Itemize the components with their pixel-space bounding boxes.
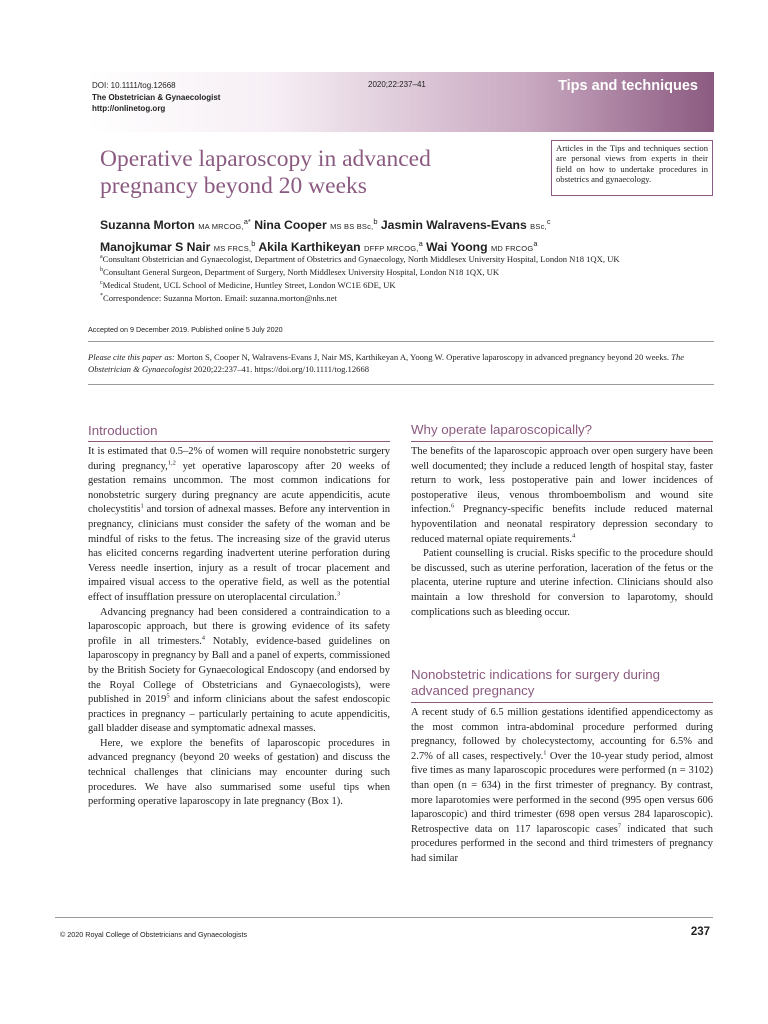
author-affil-mark: a* <box>243 217 251 226</box>
introduction-body <box>88 445 390 810</box>
paragraph: Here, we explore the benefits of laparoscopic procedures in advanced pregnancy (beyond 20 weeks of gestation) and discuss the technical challenges that clinicians may encounter during such procedures. We have also summarised some useful tips when performing operative laparoscopy in late pregnancy (Box 1). <box>88 737 390 808</box>
nonobstetric-body <box>411 706 713 867</box>
author-affil-mark: c <box>546 217 551 226</box>
divider <box>88 384 714 385</box>
affiliation-text: Correspondence: Suzanna Morton. Email: suzanna.morton@nhs.net <box>103 293 337 304</box>
author-name: Suzanna Morton <box>100 218 195 233</box>
affiliation-mark: a <box>100 254 103 260</box>
heading-underline <box>411 702 713 703</box>
volume-info: 2020;22:237–41 <box>368 80 426 89</box>
affiliation-item <box>100 265 720 278</box>
author-name: Jasmin Walravens-Evans <box>380 218 527 233</box>
affiliations <box>100 252 720 304</box>
author-degrees: DFFP MRCOG, <box>364 244 419 254</box>
page-number: 237 <box>690 926 710 938</box>
citation-label: Please cite this paper as: <box>88 352 175 362</box>
author-affil-mark: a <box>418 239 423 249</box>
section-label: Tips and techniques <box>558 78 698 94</box>
author-affil-mark: b <box>251 239 256 249</box>
affiliation-item <box>100 291 720 304</box>
journal-name: The Obstetrician & Gynaecologist <box>92 92 221 102</box>
paragraph: Patient counselling is crucial. Risks specific to the procedure should be discussed, such as uterine perforation, laceration of the fetus or the placenta, uterine rupture and uterine infection. Clinicians should also maintain a low threshold for conversion to laparotomy, should complications such as bleeding occur. <box>411 548 713 618</box>
article-meta <box>92 80 220 115</box>
why-heading: Why operate laparoscopically? <box>411 422 593 437</box>
journal-url[interactable]: http://onlinetog.org <box>92 104 166 113</box>
citation-text: Morton S, Cooper N, Walravens-Evans J, Nair MS, Karthikeyan A, Yoong W. Operative laparoscopy in advanced pregnancy beyond 20 weeks. <box>174 352 672 362</box>
affiliation-text: Consultant General Surgeon, Department of Surgery, North Middlesex University Hospital, London N18 1QX, UK <box>103 266 500 277</box>
author-name: Nina Cooper <box>254 218 327 233</box>
copyright: © 2020 Royal College of Obstetricians and Gynaecologists <box>60 930 248 939</box>
heading-underline <box>88 441 390 442</box>
author-degrees: MS FRCS, <box>213 244 252 254</box>
heading-underline <box>411 441 713 442</box>
citation-journal: The Obstetrician & Gynaecologist <box>88 352 685 374</box>
affiliation-mark: c <box>100 280 103 287</box>
affiliation-text: Consultant Obstetrician and Gynaecologist, Department of Obstetrics and Gynaecology, North Middlesex University Hospital, London N18 1QX, UK <box>102 253 620 264</box>
author-name: Akila Karthikeyan <box>258 240 361 255</box>
paragraph: The benefits of the laparoscopic approach over open surgery have been well documented; they include a reduced length of hospital stay, faster return to work, less postoperative pain and lower incidences of postoperative ileus, venous thromboembolism and wound site infection.$^6$ Pregnancy-specific benefits include reduced maternal hypoventilation and neonatal respiratory depression secondary to reduced maternal opiate requirements.$^4$ <box>411 446 713 545</box>
affiliation-item <box>100 278 720 291</box>
paragraph: It is estimated that 0.5–2% of women will require nonobstetric surgery during pregnancy,$^{1,2}$ yet operative laparoscopy after 20 weeks of gestation remains uncommon. The most common indications for nonobstetric surgery during pregnancy are acute appendicitis, acute cholecystitis$^1$ and torsion of adnexal masses. Before any intervention in pregnancy, clinicians must consider the safety of the woman and be mindful of risks to the fetus. The increasing size of the gravid uterus has elicited concerns regarding inadvertent uterine perforation during Veress needle insertion, injury as a result of trocar placement and impaired visual access to the operative field, as well as the potential effect of insufflation pressure on uteroplacental circulation.$^3$ <box>88 446 390 603</box>
divider <box>88 341 714 342</box>
author-name: Wai Yoong <box>426 240 488 255</box>
why-body <box>411 445 713 620</box>
nonobstetric-heading: Nonobstetric indications for surgery during advanced pregnancy <box>411 667 661 698</box>
author-degrees: MD FRCOG <box>490 244 534 254</box>
paragraph: Advancing pregnancy had been considered a contraindication to a laparoscopic approach, but there is growing evidence of its safety profile in all trimesters.$^4$ Notably, evidence-based guidelines on laparoscopy in pregnancy by Ball and a panel of experts, commissioned by the British Society for Gynaecological Endoscopy (and endorsed by the Royal College of Obstetricians and Gynaecologists), were published in 2019$^5$ and inform clinicians about the safest endoscopic practices in pregnancy – particularly pertaining to acute appendicitis, gall bladder disease and symptomatic adnexal masses. <box>88 606 390 735</box>
author-affil-mark: a <box>533 239 538 249</box>
article-title: Operative laparoscopy in advanced pregnancy beyond 20 weeks <box>100 146 431 199</box>
author-degrees: MS BS BSc, <box>330 222 374 232</box>
affiliation-item <box>100 252 720 265</box>
citation <box>88 352 714 375</box>
author-list <box>100 213 720 257</box>
citation-tail[interactable]: 2020;22:237–41. https://doi.org/10.1111/tog.12668 <box>191 363 370 374</box>
author-name: Manojkumar S Nair <box>100 240 211 255</box>
footer-divider <box>55 917 713 918</box>
doi: DOI: 10.1111/tog.12668 <box>92 81 176 90</box>
affiliation-mark: * <box>100 293 103 300</box>
author-affil-mark: b <box>373 217 378 226</box>
author-degrees: MA MRCOG, <box>198 222 244 232</box>
introduction-heading: Introduction <box>88 423 158 438</box>
affiliation-text: Medical Student, UCL School of Medicine, Huntley Street, London WC1E 6DE, UK <box>102 279 396 290</box>
paragraph: A recent study of 6.5 million gestations identified appendicectomy as the most common intra-abdominal procedure performed during pregnancy, followed by cholecystectomy, accounting for 6.5% and 2.7% of all cases, respectively.$^1$ Over the 10-year study period, almost five times as many laparoscopic procedures were performed (n = 3102) than open (n = 634) in the first trimester of pregnancy. By contrast, more laparotomies were performed in the second (995 open versus 606 laparoscopic) and third trimester (698 open versus 284 laparoscopic). Retrospective data on 117 laparoscopic cases$^7$ indicated that such procedures performed in the second and third trimesters of pregnancy had similar <box>411 707 713 864</box>
author-degrees: BSc, <box>530 222 547 232</box>
tips-note-box: Articles in the Tips and techniques section are personal views from experts in their field on how to undertake procedures in obstetrics and gynaecology. <box>551 140 713 196</box>
accepted-date: Accepted on 9 December 2019. Published online 5 July 2020 <box>88 325 283 334</box>
affiliation-mark: b <box>100 267 103 274</box>
